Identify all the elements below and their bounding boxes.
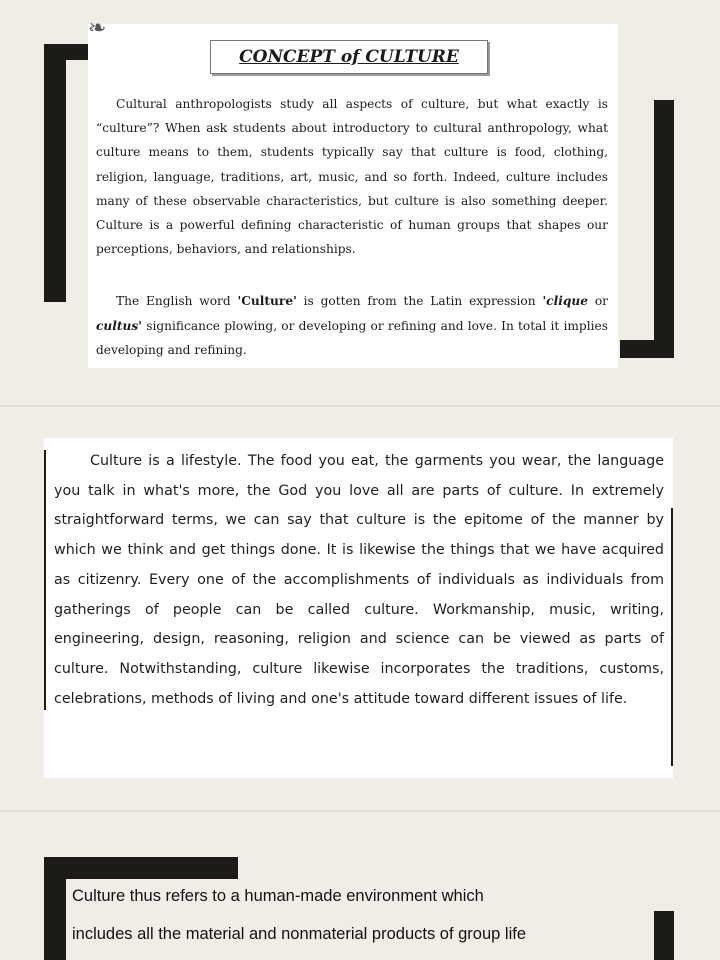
right-rule-line (671, 508, 673, 766)
etymology-text-4: significance plowing, or developing or refining and love. In total it implies developing and refining. (96, 318, 608, 357)
summary-line-1: Culture thus refers to a human-made environment which (72, 887, 484, 905)
etymology-text-3: or (588, 294, 608, 308)
concept-title: CONCEPT of CULTURE (210, 40, 488, 74)
left-bracket-vertical-bar (44, 44, 66, 302)
paragraph-etymology (96, 289, 608, 363)
paragraph-lifestyle (54, 447, 664, 714)
paragraph-anthropology-text: Cultural anthropologists study all aspects of culture, but what exactly is “culture”? When ask students about introductory to cultural anthropology, what culture means to them, students typically say that culture is food, clothing, religion, language, traditions, art, music, and so forth. Indeed, culture includes many of these observable characteristics, but culture is also something deeper. Culture is a powerful defining characteristic of human groups that shapes our perceptions, behaviors, and relationships. (96, 97, 608, 257)
etymology-cultus-term: cultus' (96, 318, 142, 333)
right-bracket-bottom-bar (620, 340, 674, 358)
paragraph-lifestyle-text: Culture is a lifestyle. The food you eat, the garments you wear, the language you talk in what's more, the God you love all are parts of culture. In extremely straightforward terms, we can say that culture is the epitome of the manner by which we think and get things done. It is likewise the things that we have acquired as citizenry. Every one of the accomplishments of individuals as individuals from gatherings of people can be called culture. Workmanship, music, writing, engineering, design, reasoning, religion and science can be viewed as parts of culture. Notwithstanding, culture likewise incorporates the traditions, customs, celebrations, methods of living and one's attitude toward different issues of life. (54, 453, 664, 707)
left-rule-line (44, 450, 46, 710)
right-bracket-vertical-bar (654, 100, 674, 358)
etymology-text-2: is gotten from the Latin expression (296, 294, 543, 308)
summary-line-2: includes all the material and nonmaterial products of group life (72, 925, 527, 943)
corner-doodle-icon: ❧ (88, 16, 107, 41)
etymology-culture-term: 'Culture' (237, 294, 297, 308)
left-bracket-top-bar-3 (44, 857, 238, 879)
paragraph-anthropology (96, 92, 608, 261)
left-bracket-vertical-bar-3 (44, 857, 66, 960)
etymology-clique-term: 'clique (542, 294, 588, 308)
etymology-text-1: The English word (116, 294, 238, 308)
